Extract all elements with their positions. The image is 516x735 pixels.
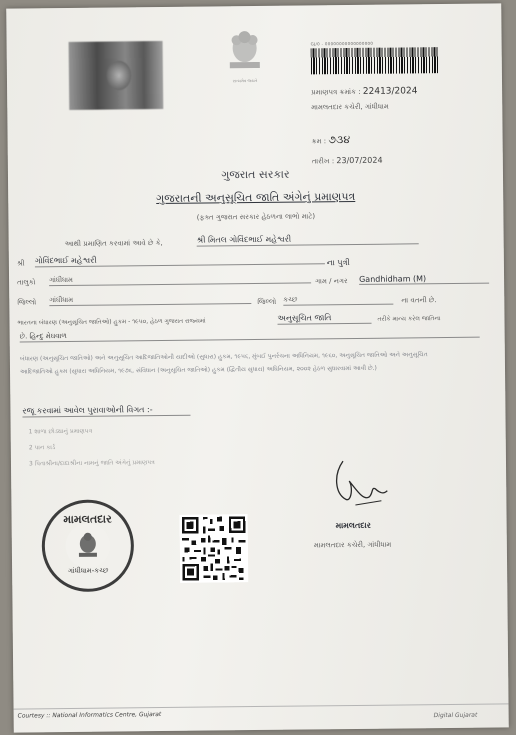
document-item-1: 1 શાળા છોડ્યાનું પ્રમાણપત્ર	[28, 427, 93, 436]
village-value: Gandhidham (M)	[359, 274, 489, 285]
footer-divider	[14, 703, 509, 709]
seal-emblem-icon	[75, 531, 101, 561]
serial-label: ક્રમ :	[311, 137, 327, 146]
qr-code[interactable]	[180, 514, 249, 583]
document-item-2: 2 પાન કાર્ડ	[28, 444, 56, 452]
document-item-3: 3 પિતાશ્રીના/દાદાશ્રીના નામનું જાતિ અંગેનું પ્રમાણપત્ર	[28, 459, 155, 468]
government-title: ગુજરાત સરકાર	[221, 167, 290, 182]
caste-label: છે.	[19, 332, 28, 341]
documents-heading: રજૂ કરવામાં આવેલ પુરાવાઓની વિગત :-	[22, 405, 190, 418]
residence-text: ના વતની છે.	[401, 296, 437, 305]
parent-name: ગોવિંદભાઈ મહેશ્વરી	[35, 253, 325, 267]
caste-prefix: ભારતના બંધારણ (અનુસૂચિત જાતિઓ) હુકમ - ૧૯૫૦, હેઠળ ગુજરાત રાજ્યમાં	[17, 317, 206, 327]
legal-text: બંધારણ (અનુસૂચિત જાતિઓ) અને અનુસૂચિત આદિજાતિઓની યાદીઓ (સુધારા) હુકમ, ૧૯૫૬, મુંબઈ પુનર્રચના અધિનિયમ, ૧૯૬૦, અનુસૂચિત જાતિઓ અને અનુસૂચિત આદિજાતિઓ હુકમ (સુધારા અધિનિયમ, ૧૯૭૬, સંવિધાન (અનુસૂચિત જાતિઓ) હુકમ (દ્વિતીય સુધારા) અધિનિયમ, ૨૦૦૨ હેઠળ સુધારવામાં આવી છે.)	[19, 351, 428, 376]
certify-prefix: આથી પ્રમાણિત કરવામાં આવે છે કે,	[64, 238, 163, 249]
barcode-number: GJ/0 - 00000000000000000	[310, 40, 374, 47]
issue-date	[312, 156, 383, 167]
emblem-caption: સત્યમેવ જયતે	[232, 77, 258, 84]
barcode	[311, 47, 439, 74]
national-emblem-icon	[221, 28, 268, 76]
state-label: જિલ્લો	[257, 297, 277, 306]
certificate-title: ગુજરાતની અનુસૂચિત જાતિ અંગેનું પ્રમાણપત્ર	[156, 189, 356, 206]
applicant-photo	[69, 41, 164, 110]
seal-bottom-text: ગાંધીધામ-કચ્છ	[67, 566, 109, 575]
certificate-page	[6, 3, 509, 732]
village-label: ગામ / નગર	[315, 277, 348, 286]
issuing-office: મામલતદાર કચેરી, ગાંધીધામ	[311, 102, 389, 112]
serial-number	[312, 133, 351, 147]
relation-prefix: શ્રી	[16, 259, 25, 268]
cert-number-label: પ્રમાણપત્ર ક્રમાંક :	[311, 87, 361, 97]
applicant-name: શ્રી મિતલ ગોવિંદભાઈ મહેશ્વરી	[197, 233, 419, 246]
cert-number	[311, 86, 417, 97]
caste-value	[20, 328, 480, 343]
official-seal	[41, 499, 134, 592]
officer-designation: મામલતદાર	[335, 520, 371, 531]
footer-digital-gujarat: Digital Gujarat	[433, 711, 478, 720]
taluka-value: ગાંધીધામ	[49, 273, 311, 286]
taluka-label: તાલુકો	[17, 278, 36, 287]
date-value: 23/07/2024	[336, 155, 383, 166]
district-label: જિલ્લો	[17, 298, 37, 307]
certificate-subtitle: (ફક્ત ગુજરાત સરકાર હેઠળના લાભો માટે)	[196, 212, 316, 222]
cert-number-value: 22413/2024	[362, 86, 418, 97]
date-label: તારીખ :	[311, 157, 335, 166]
officer-office: મામલતદાર કચેરી, ગાંધીધામ	[313, 540, 392, 550]
district-value: ગાંધીધામ	[49, 294, 251, 306]
footer-courtesy: Courtesy :: National Informatics Centre, Gujarat	[17, 711, 162, 720]
relation: ના પુત્રી	[326, 258, 350, 268]
state-value: કચ્છ	[283, 295, 393, 306]
caste-name: હિન્દુ મેઘવાળ	[29, 331, 67, 341]
serial-value: ૭૩૪	[328, 133, 351, 147]
officer-signature	[329, 457, 390, 512]
category-value: અનુસૂચિત જાતિ	[277, 313, 371, 325]
category-suffix: તરીકે માન્ય કરેલ જાતિના	[377, 315, 441, 323]
seal-top-text: મામલતદાર	[63, 512, 112, 527]
